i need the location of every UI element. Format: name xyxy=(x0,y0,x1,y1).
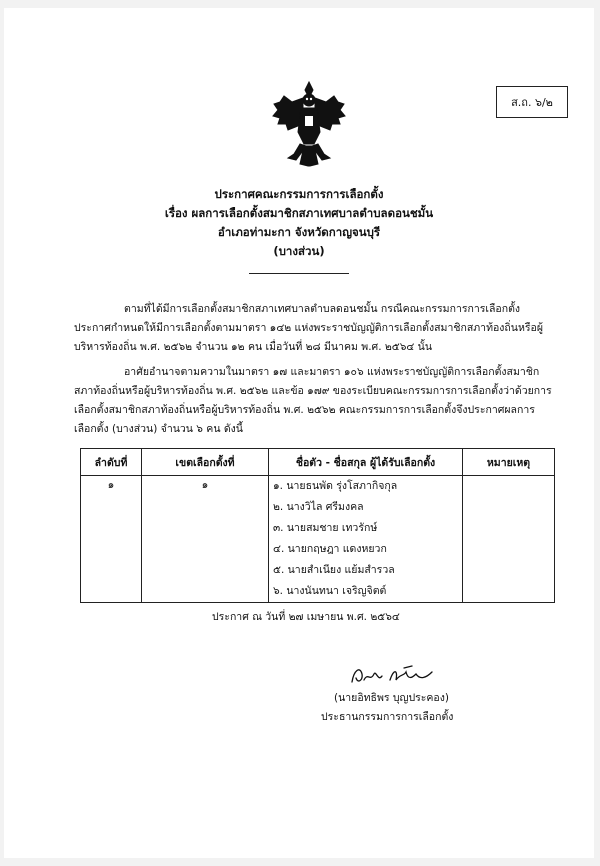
form-code: ส.ถ. ๖/๒ xyxy=(511,96,553,109)
elected-name: ๔. นายกฤษฎา แดงหยวก xyxy=(273,543,387,555)
table-header-row xyxy=(81,449,555,476)
heading-divider xyxy=(249,273,349,274)
document-page xyxy=(4,8,594,858)
elected-name: ๒. นางวิไล ศรีมงคล xyxy=(273,501,364,513)
paragraph-background: ตามที่ได้มีการเลือกตั้งสมาชิกสภาเทศบาลตำบลดอนชมั้น กรณีคณะกรรมการการเลือกตั้งประกาศกำหนดให้มีการเลือกตั้งตามมาตรา ๑๔๒ แห่งพระราชบัญญัติการเลือกตั้งสมาชิกสภาท้องถิ่นหรือผู้บริหารท้องถิ่น พ.ศ. ๒๕๖๒ จำนวน ๑๒ คน เมื่อวันที่ ๒๘ มีนาคม พ.ศ. ๒๕๖๔ นั้น xyxy=(74,303,543,353)
garuda-emblem-icon xyxy=(270,80,348,170)
signer-title: ประธานกรรมการการเลือกตั้ง xyxy=(321,711,454,723)
cell-zone: ๑ xyxy=(142,476,269,603)
heading-district: อำเภอท่ามะกา จังหวัดกาญจนบุรี xyxy=(217,225,381,239)
signer-name: (นายอิทธิพร บุญประคอง) xyxy=(334,692,449,704)
cell-rank: ๑ xyxy=(81,476,142,603)
header-name: ชื่อตัว - ชื่อสกุล ผู้ได้รับเลือกตั้ง xyxy=(269,449,463,476)
paragraph-authority: อาศัยอำนาจตามความในมาตรา ๑๗ และมาตรา ๑๐๖ แห่งพระราชบัญญัติการเลือกตั้งสมาชิกสภาท้องถิ่นหรือผู้บริหารท้องถิ่น พ.ศ. ๒๕๖๒ และข้อ ๑๗๙ ของระเบียบคณะกรรมการการเลือกตั้งว่าด้วยการเลือกตั้งสมาชิกสภาท้องถิ่นหรือผู้บริหารท้องถิ่น พ.ศ. ๒๕๖๒ คณะกรรมการการเลือกตั้งจึงประกาศผลการเลือกตั้ง (บางส่วน) จำนวน ๖ คน ดังนี้ xyxy=(74,366,552,435)
heading-subject: เรื่อง ผลการเลือกตั้งสมาชิกสภาเทศบาลตำบลดอนชมั้น xyxy=(164,206,434,220)
announce-date: ประกาศ ณ วันที่ ๒๗ เมษายน พ.ศ. ๒๕๖๔ xyxy=(212,611,400,623)
header-remark: หมายเหตุ xyxy=(463,449,555,476)
header-zone: เขตเลือกตั้งที่ xyxy=(142,449,269,476)
cell-remark xyxy=(463,476,555,603)
heading-partial: (บางส่วน) xyxy=(273,244,325,258)
elected-name: ๖. นางนันทนา เจริญจิตต์ xyxy=(273,585,387,597)
elected-name: ๑. นายธนพัด รุ่งโสภากิจกุล xyxy=(273,480,398,492)
elected-name: ๕. นายสำเนียง แย้มสำรวล xyxy=(273,564,395,576)
table-row xyxy=(81,476,555,603)
cell-names xyxy=(269,476,463,603)
header-rank: ลำดับที่ xyxy=(81,449,142,476)
elected-name: ๓. นายสมชาย เทวรักษ์ xyxy=(273,522,378,534)
form-code-box xyxy=(496,86,568,118)
handwritten-signature xyxy=(346,660,446,690)
election-results-table xyxy=(80,448,555,603)
heading-committee: ประกาศคณะกรรมการการเลือกตั้ง xyxy=(214,187,384,201)
